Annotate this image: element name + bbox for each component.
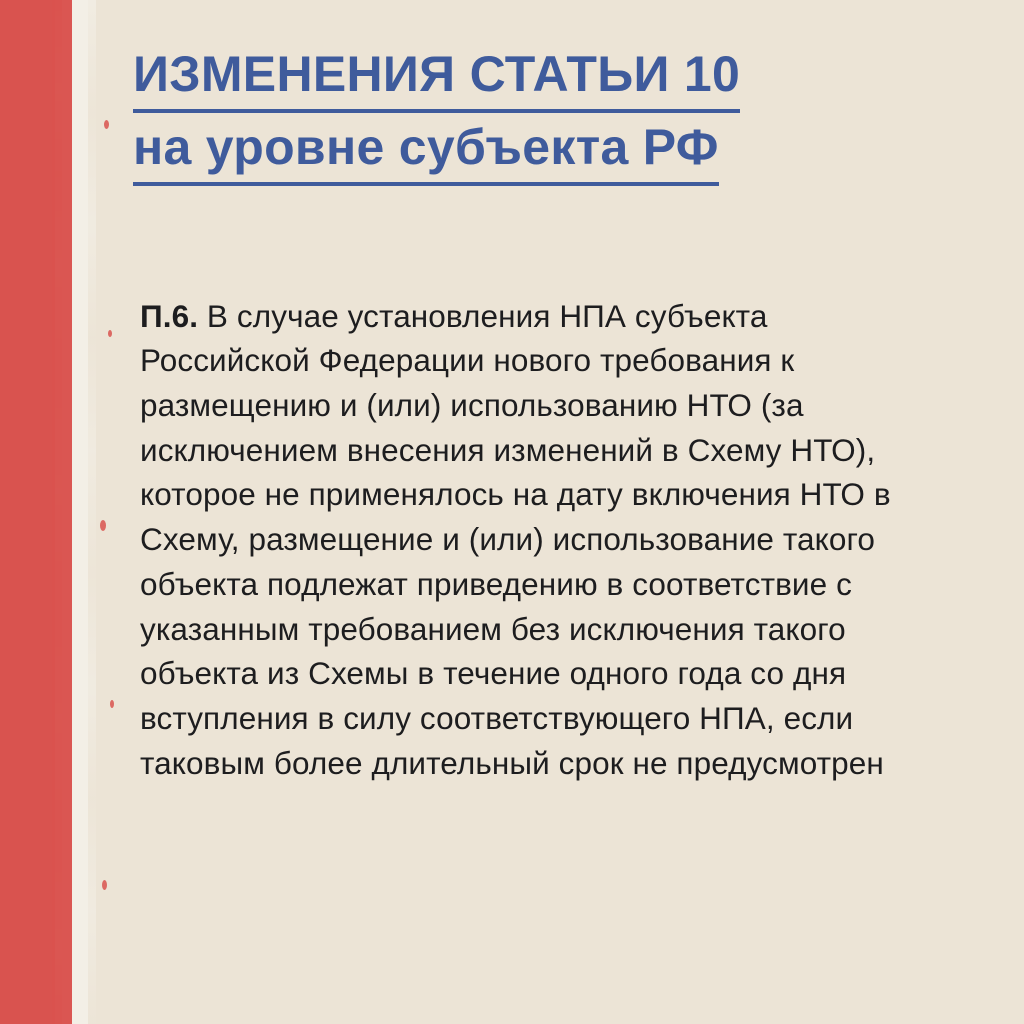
clause-body-text: В случае установления НПА субъекта Российской Федерации нового требования к размещению и (или) использованию НТО (за исключением внесения изменений в Схему НТО), которое не применялось на дату включения НТО в Схему, размещение и (или) использование такого объекта подлежат приведению в соответствие с указанным требованием без исключения такого объекта из Схемы в течение одного года со дня вступления в силу соответствующего НПА, если таковым более длительный срок не предусмотрен [140, 297, 891, 781]
brush-speckle [110, 700, 114, 708]
page-title [133, 40, 963, 186]
brush-speckle [108, 330, 112, 337]
brush-speckle [104, 120, 109, 129]
clause-paragraph [140, 294, 930, 786]
body-content [140, 262, 930, 817]
red-stripe-inner [52, 0, 72, 1024]
clause-number-label: П.6. [140, 297, 199, 334]
brush-speckle [100, 520, 106, 531]
page-title-line-2: на уровне субъекта РФ [133, 113, 719, 186]
cream-stripe-inner [96, 0, 112, 1024]
page-title-line-2-row [133, 113, 963, 186]
page-title-line-1: ИЗМЕНЕНИЯ СТАТЬИ 10 [133, 40, 740, 113]
left-brush-stripe-decoration [0, 0, 130, 1024]
page-title-line-1-row [133, 40, 963, 113]
brush-speckle [102, 880, 107, 890]
